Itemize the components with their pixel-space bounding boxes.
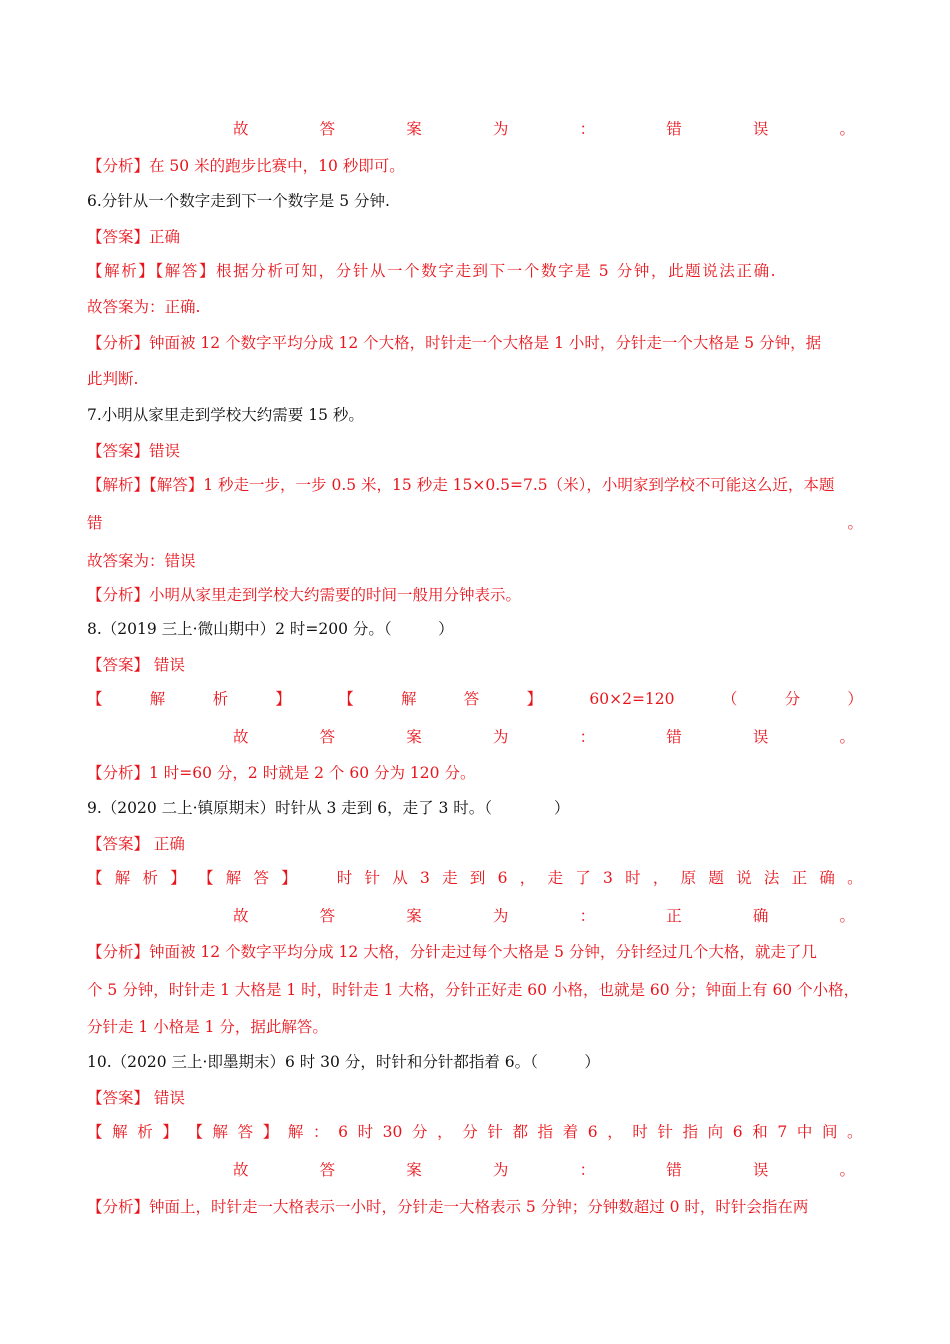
prev-analysis-note: 【分析】在 50 米的跑步比赛中，10 秒即可。 [87, 157, 405, 175]
spread-char: 分 [412, 1123, 428, 1141]
spread-char: 解 [287, 1123, 304, 1141]
q10-conclusion [233, 1159, 855, 1181]
q9-conclusion [233, 905, 855, 927]
spread-char: 误 [752, 120, 769, 138]
spread-char: 】 [281, 869, 297, 887]
spread-char: 误 [752, 728, 769, 746]
spread-char: 解 [149, 690, 166, 708]
question-10: 10.（2020 三上·即墨期末）6 时 30 分，时针和分针都指着 6。（ ） [87, 1053, 600, 1071]
spread-char: 案 [406, 728, 422, 746]
spread-char: 和 [752, 1123, 768, 1141]
spread-char: 都 [512, 1123, 528, 1141]
q7-analysis-2 [87, 512, 863, 534]
spread-char: 【 [87, 1123, 103, 1141]
spread-char: ， [607, 1123, 623, 1141]
q8-analysis [87, 688, 863, 710]
spread-char: 。 [839, 728, 855, 746]
spread-char: 着 [562, 1123, 579, 1141]
spread-char: 析 [212, 690, 229, 708]
spread-char: 解 [212, 1123, 229, 1141]
spread-char: 分 [462, 1123, 478, 1141]
q8-note: 【分析】1 时=60 分，2 时就是 2 个 60 分为 120 分。 [87, 764, 476, 782]
spread-char: 错 [666, 120, 682, 138]
spread-char: 法 [763, 869, 780, 887]
spread-char: 6 [587, 1123, 598, 1141]
spread-char: 故 [233, 1161, 249, 1179]
spread-char: 指 [537, 1123, 554, 1141]
spread-char: 。 [839, 907, 855, 925]
spread-char: 了 [575, 869, 591, 887]
spread-char: ： [312, 1123, 329, 1141]
q7-note: 【分析】小明从家里走到学校大约需要的时间一般用分钟表示。 [87, 586, 522, 604]
q7-analysis-3: 故答案为：错误 [87, 552, 196, 570]
spread-char: 3 [420, 869, 430, 887]
spread-char: 解 [225, 869, 242, 887]
spread-char: 案 [406, 120, 422, 138]
spread-char: 确 [752, 907, 769, 925]
spread-char: 时 [336, 869, 353, 887]
spread-char: 。 [847, 869, 863, 887]
spread-char: 原 [680, 869, 697, 887]
spread-char: 案 [406, 1161, 422, 1179]
spread-char: ： [579, 120, 596, 138]
spread-char: 60×2=120 [589, 690, 675, 708]
spread-char: 时 [625, 869, 641, 887]
spread-char: 解 [112, 1123, 128, 1141]
spread-char: 】 [275, 690, 291, 708]
q6-note-1: 【分析】钟面被 12 个数字平均分成 12 个大格，时针走一个大格是 1 小时，分针走一个大格是 5 分钟，据 [87, 334, 822, 352]
spread-char: 析 [142, 869, 159, 887]
q7-answer: 【答案】错误 [87, 442, 181, 460]
spread-char: 针 [657, 1123, 673, 1141]
q9-note-2: 个 5 分钟，时针走 1 大格是 1 时，时针走 1 大格，分针正好走 60 小格，也就是 60 分；钟面上有 60 个小格， [87, 981, 860, 999]
spread-char: 正 [666, 907, 682, 925]
spread-char: 间 [821, 1123, 838, 1141]
spread-char: 】 [262, 1123, 279, 1141]
spread-char: 分 [784, 690, 801, 708]
prev-conclusion-line [233, 118, 855, 140]
spread-char: 针 [487, 1123, 503, 1141]
spread-char: 误 [752, 1161, 769, 1179]
spread-char: 答 [237, 1123, 254, 1141]
spread-char: 案 [406, 907, 422, 925]
spread-char: 说 [736, 869, 752, 887]
spread-char: 6 [732, 1123, 743, 1141]
spread-char: 解 [400, 690, 417, 708]
spread-char: 走 [547, 869, 563, 887]
q6-note-2: 此判断. [87, 370, 139, 388]
q7-analysis-1: 【解析】【解答】1 秒走一步，一步 0.5 米，15 秒走 15×0.5=7.5（米），小明家到学校不可能这么近，本题 [87, 476, 835, 494]
q8-conclusion [233, 726, 855, 748]
q9-note-1: 【分析】钟面被 12 个数字平均分成 12 大格，分针走过每个大格是 5 分钟，分针经过几个大格，就走了几 [87, 943, 817, 961]
q10-answer: 【答案】 错误 [87, 1089, 185, 1107]
spread-char: 析 [137, 1123, 153, 1141]
q7-analysis-2-right: 。 [847, 514, 863, 532]
spread-char: 答 [253, 869, 270, 887]
question-6: 6.分针从一个数字走到下一个数字是 5 分钟. [87, 192, 390, 210]
q7-analysis-2-left: 错 [87, 514, 103, 532]
spread-char: 答 [319, 907, 336, 925]
spread-char: 】 [162, 1123, 178, 1141]
spread-char: 错 [666, 728, 682, 746]
spread-char: 为 [492, 728, 509, 746]
spread-char: 30 [382, 1123, 403, 1141]
spread-char: 故 [233, 907, 249, 925]
spread-char: （ [721, 690, 738, 708]
spread-char: 走 [442, 869, 458, 887]
q6-answer: 【答案】正确 [87, 228, 181, 246]
spread-char: 7 [777, 1123, 788, 1141]
q9-answer: 【答案】 正确 [87, 835, 185, 853]
question-8: 8.（2019 三上·微山期中）2 时=200 分。（ ） [87, 620, 454, 638]
spread-char [309, 867, 325, 889]
spread-char: 时 [357, 1123, 374, 1141]
q6-analysis-1: 【解析】【解答】根据分析可知，分针从一个数字走到下一个数字是 5 分钟，此题说法正确. [87, 262, 778, 280]
spread-char: 】 [170, 869, 186, 887]
spread-char: 中 [796, 1123, 813, 1141]
spread-char: 故 [233, 728, 249, 746]
spread-char: 为 [492, 1161, 509, 1179]
spread-char: 答 [319, 728, 336, 746]
spread-char: 3 [602, 869, 613, 887]
q9-analysis [87, 867, 863, 889]
spread-char: 。 [839, 120, 855, 138]
spread-char: 故 [233, 120, 249, 138]
q10-analysis [87, 1121, 863, 1143]
spread-char: 题 [708, 869, 724, 887]
spread-char: 确 [819, 869, 835, 887]
spread-char: ， [437, 1123, 453, 1141]
spread-char: 正 [791, 869, 808, 887]
spread-char: ： [579, 907, 596, 925]
spread-char: 【 [338, 690, 354, 708]
spread-char: 从 [392, 869, 408, 887]
spread-char: 为 [492, 120, 509, 138]
spread-char: 【 [87, 869, 103, 887]
spread-char: 错 [666, 1161, 682, 1179]
question-9: 9.（2020 二上·镇原期末）时针从 3 走到 6，走了 3 时。（ ） [87, 799, 570, 817]
spread-char: 【 [87, 690, 103, 708]
spread-char: 6 [497, 869, 508, 887]
spread-char: 指 [682, 1123, 699, 1141]
spread-char: 答 [319, 1161, 336, 1179]
spread-char: 。 [839, 1161, 855, 1179]
spread-char: 到 [469, 869, 486, 887]
spread-char: 解 [114, 869, 131, 887]
spread-char: 向 [707, 1123, 724, 1141]
spread-char: 6 [338, 1123, 348, 1141]
spread-char: 答 [463, 690, 480, 708]
spread-char: 。 [847, 1123, 863, 1141]
spread-char: 】 [526, 690, 543, 708]
spread-char: 答 [319, 120, 336, 138]
spread-char: 为 [492, 907, 509, 925]
q8-answer: 【答案】 错误 [87, 656, 185, 674]
spread-char: 【 [198, 869, 214, 887]
q6-analysis-2: 故答案为：正确. [87, 298, 201, 316]
spread-char: 时 [632, 1123, 648, 1141]
spread-char: ， [519, 869, 536, 887]
spread-char: ） [847, 690, 863, 708]
spread-char: ： [579, 1161, 596, 1179]
spread-char: ： [579, 728, 596, 746]
spread-char: 【 [187, 1123, 203, 1141]
question-7: 7.小明从家里走到学校大约需要 15 秒。 [87, 406, 364, 424]
q9-note-3: 分针走 1 小格是 1 分，据此解答。 [87, 1018, 328, 1036]
spread-char: ， [652, 869, 669, 887]
q10-note: 【分析】钟面上，时针走一大格表示一小时，分针走一大格表示 5 分钟；分钟数超过 0 时，时针会指在两 [87, 1198, 809, 1216]
spread-char: 针 [364, 869, 381, 887]
